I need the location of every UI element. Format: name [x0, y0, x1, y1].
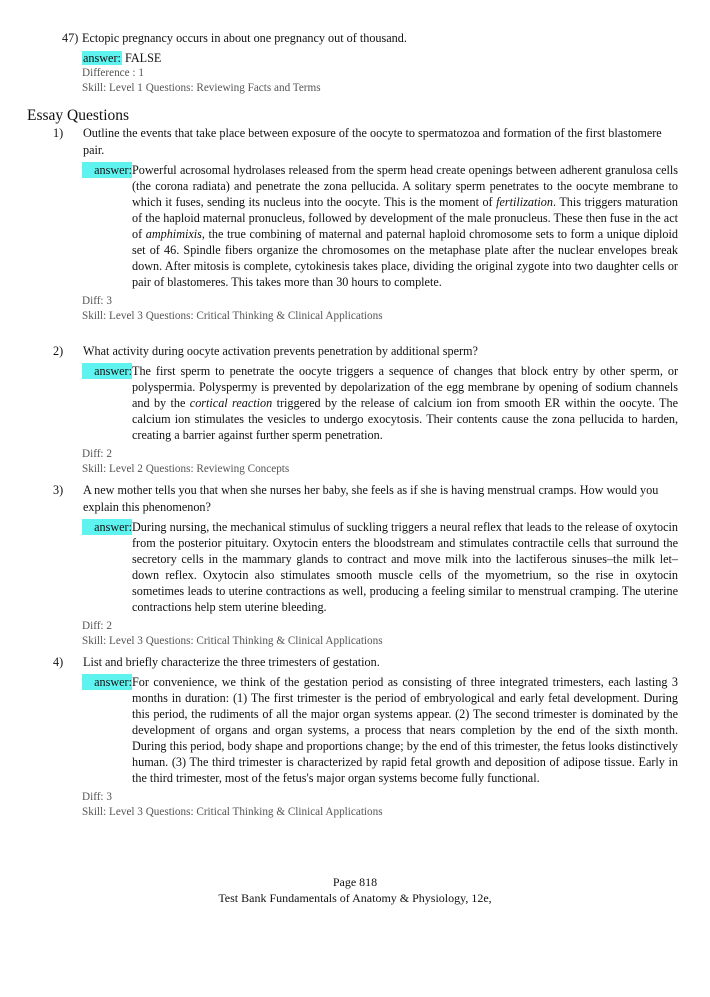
essay-question-3 [53, 482, 678, 649]
answer-label: answer: [82, 519, 132, 535]
answer-text-part: Powerful acrosomal hydrolases released from the sperm head create openings between adherent granulosa cells (the corona radiata) and penetrate the zona pellucida. A solitary sperm penetrates to the oocyte membrane to which it fuses, sending its nucleus into the oocyte. This is the moment of [132, 163, 678, 209]
question-body: Outline the events that take place between exposure of the oocyte to spermatozoa and formation of the first blastomere pair. [83, 126, 662, 157]
skill: Skill: Level 3 Questions: Critical Thinking & Clinical Applications [82, 806, 383, 818]
question-body: What activity during oocyte activation prevents penetration by additional sperm? [83, 344, 478, 358]
question-number: 4) [53, 655, 64, 669]
book-title: Test Bank Fundamentals of Anatomy & Physiology, 12e, [218, 891, 492, 905]
question-body: Ectopic pregnancy occurs in about one pregnancy out of thousand. [82, 31, 407, 45]
answer-text-part: For convenience, we think of the gestation period as consisting of three integrated trimesters, each lasting 3 months in duration: (1) The first trimester is the period of embryological and early fetal development. During this period, the rudiments of all the major organ systems appear. (2) The second trimester is dominated by the development of organs and organ systems, a process that nears completion by the end of the sixth month. During this period, body shape and proportions change; by the end of this trimester, the fetus looks distinctively human. (3) The third trimester is characterized by rapid fetal growth and deposition of adipose tissue. Early in the third trimester, most of the fetus's major organ systems become fully functional. [132, 675, 678, 785]
skill: Skill: Level 3 Questions: Critical Thinking & Clinical Applications [82, 310, 383, 322]
skill: Skill: Level 3 Questions: Critical Thinking & Clinical Applications [82, 635, 383, 647]
essay-question-4 [53, 654, 678, 820]
essay-question-2 [53, 343, 678, 477]
answer-value: FALSE [124, 51, 162, 65]
difficulty: Diff: 2 [82, 620, 112, 632]
answer-text-part: , the true combining of maternal and paternal haploid chromosome sets to form a unique diploid set of 46. Spindle fibers organize the chromosomes on the metaphase plate after the nuclear envelopes break down. After mitosis is complete, cytokinesis takes place, dividing the original zygote into two daughter cells or pair of blastomeres. This takes more than 30 hours to complete. [132, 227, 679, 289]
answer-block [82, 162, 678, 290]
difficulty: Diff: 3 [82, 791, 112, 803]
question-47 [62, 30, 682, 96]
answer-block [82, 519, 678, 615]
difficulty: Diff: 2 [82, 448, 112, 460]
difficulty: Difference : 1 [82, 67, 144, 79]
answer-label: answer: [82, 363, 132, 379]
answer-label: answer: [83, 51, 121, 65]
question-text [53, 482, 678, 516]
answer-block [82, 363, 678, 443]
answer-block [82, 674, 678, 786]
question-body: A new mother tells you that when she nurses her baby, she feels as if she is having menstrual cramps. How would you explain this phenomenon? [83, 483, 659, 514]
section-title: Essay Questions [27, 107, 130, 124]
answer-label: answer: [82, 674, 132, 690]
answer-emphasis: cortical reaction [189, 396, 273, 410]
answer-emphasis: fertilization [496, 195, 553, 209]
question-number: 47) [62, 31, 79, 45]
answer-label: answer: [82, 162, 132, 178]
skill: Skill: Level 2 Questions: Reviewing Concepts [82, 463, 290, 475]
question-number: 3) [53, 483, 64, 497]
question-text [53, 125, 678, 159]
difficulty: Diff: 3 [82, 295, 112, 307]
answer-text-part: During nursing, the mechanical stimulus of suckling triggers a neural reflex that leads to the release of oxytocin from the posterior pituitary. Oxytocin enters the bloodstream and stimulates contractile cells that surround the secretory cells in the mammary glands to contract and move milk into the lactiferous sinuses–the milk let–down reflex. Oxytocin also stimulates smooth muscle cells of the myometrium, so the rise in oxytocin sometimes leads to uterine contractions as well, producing a feeling similar to menstrual cramping. The uterine contractions help stem uterine bleeding. [132, 520, 678, 614]
answer-text [132, 519, 678, 615]
answer-text [132, 363, 678, 443]
answer-text-part: The first sperm to penetrate the oocyte triggers a sequence of changes that block entry by other sperm, or polyspermia. Polyspermy is prevented by depolarization of the egg membrane by opening of sodium channels and by the [132, 364, 678, 410]
answer-emphasis: amphimixis [145, 227, 202, 241]
answer-text [132, 674, 678, 786]
question-text [53, 654, 678, 671]
answer-text-part: . This triggers maturation of the haploid maternal pronucleus, followed by development of the male pronucleus. These then fuse in the act of [132, 195, 678, 241]
answer-text [132, 162, 678, 290]
skill: Skill: Level 1 Questions: Reviewing Facts and Terms [82, 82, 321, 94]
question-number: 1) [53, 126, 64, 140]
question-body: List and briefly characterize the three trimesters of gestation. [83, 655, 380, 669]
question-number: 2) [53, 344, 64, 358]
answer-line [82, 50, 682, 66]
essay-question-1 [53, 125, 679, 324]
question-text [62, 30, 682, 47]
page-number: Page 818 [332, 875, 378, 889]
question-text [53, 343, 678, 360]
answer-text-part: triggered by the release of calcium ion from smooth ER within the oocyte. The calcium ion stimulates the vesicles to undergo exocytosis. Their contents cause the zona pellucida to harden, creating a barrier against further sperm penetration. [132, 396, 678, 442]
